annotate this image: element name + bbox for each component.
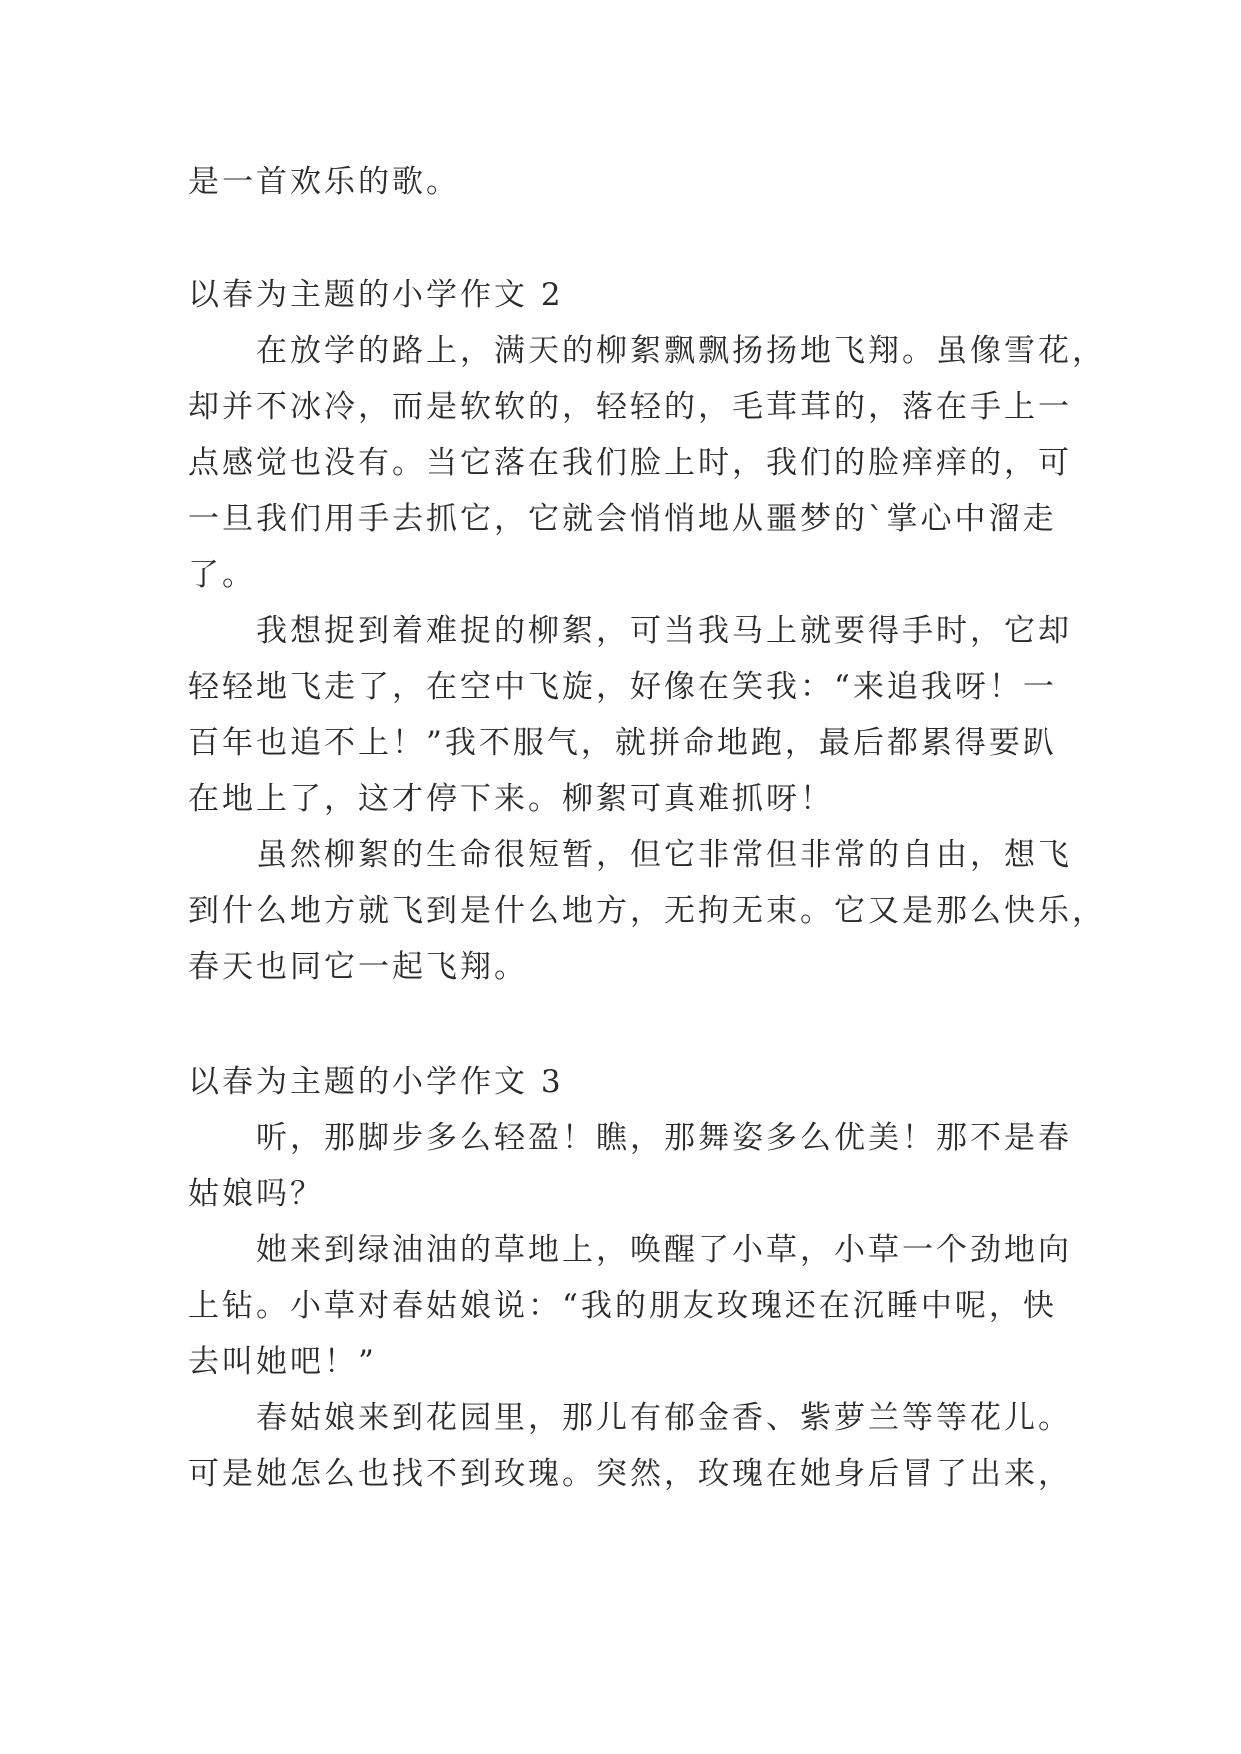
essay-2-p2-line-4: 在地上了，这才停下来。柳絮可真难抓呀！ <box>188 781 834 817</box>
essay-2-heading: 以春为主题的小学作文 2 <box>188 277 564 313</box>
essay-2-p3-line-3: 春天也同它一起飞翔。 <box>188 949 528 985</box>
essay-2-p2-line-3: 百年也追不上！”我不服气，就拼命地跑，最后都累得要趴 <box>188 725 1057 761</box>
essay-2-p1-line-3: 点感觉也没有。当它落在我们脸上时，我们的脸痒痒的，可 <box>188 445 1072 481</box>
essay-3-heading: 以春为主题的小学作文 3 <box>188 1064 564 1100</box>
intro-line: 是一首欢乐的歌。 <box>188 164 460 200</box>
essay-3-p2-line-3: 去叫她吧！” <box>188 1344 377 1380</box>
essay-3-p2-line-1: 她来到绿油油的草地上，唤醒了小草，小草一个劲地向 <box>256 1232 1072 1268</box>
essay-2-p2-line-1: 我想捉到着难捉的柳絮，可当我马上就要得手时，它却 <box>256 613 1072 649</box>
essay-2-p1-line-1: 在放学的路上，满天的柳絮飘飘扬扬地飞翔。虽像雪花， <box>256 333 1106 369</box>
essay-2-p3-line-1: 虽然柳絮的生命很短暂，但它非常但非常的自由，想飞 <box>256 837 1072 873</box>
essay-2-p1-line-2: 却并不冰冷，而是软软的，轻轻的，毛茸茸的，落在手上一 <box>188 389 1072 425</box>
essay-3-p3-line-2: 可是她怎么也找不到玫瑰。突然，玫瑰在她身后冒了出来， <box>188 1456 1072 1492</box>
essay-2 <box>188 267 1106 995</box>
essay-2-p3-line-2: 到什么地方就飞到是什么地方，无拘无束。它又是那么快乐， <box>188 893 1106 929</box>
essay-2-p1-line-4: 一旦我们用手去抓它，它就会悄悄地从噩梦的`掌心中溜走 <box>188 501 1057 537</box>
essay-2-p2-line-2: 轻轻地飞走了，在空中飞旋，好像在笑我：“来追我呀！一 <box>188 669 1057 705</box>
previous-essay-tail <box>188 154 1068 210</box>
essay-3 <box>188 1054 1072 1502</box>
essay-3-p1-line-1: 听，那脚步多么轻盈！瞧，那舞姿多么优美！那不是春 <box>256 1120 1072 1156</box>
essay-3-p3-line-1: 春姑娘来到花园里，那儿有郁金香、紫萝兰等等花儿。 <box>256 1400 1072 1436</box>
essay-2-p1-line-5: 了。 <box>188 557 256 593</box>
essay-3-p2-line-2: 上钻。小草对春姑娘说：“我的朋友玫瑰还在沉睡中呢，快 <box>188 1288 1057 1324</box>
essay-3-p1-line-2: 姑娘吗？ <box>188 1176 324 1212</box>
